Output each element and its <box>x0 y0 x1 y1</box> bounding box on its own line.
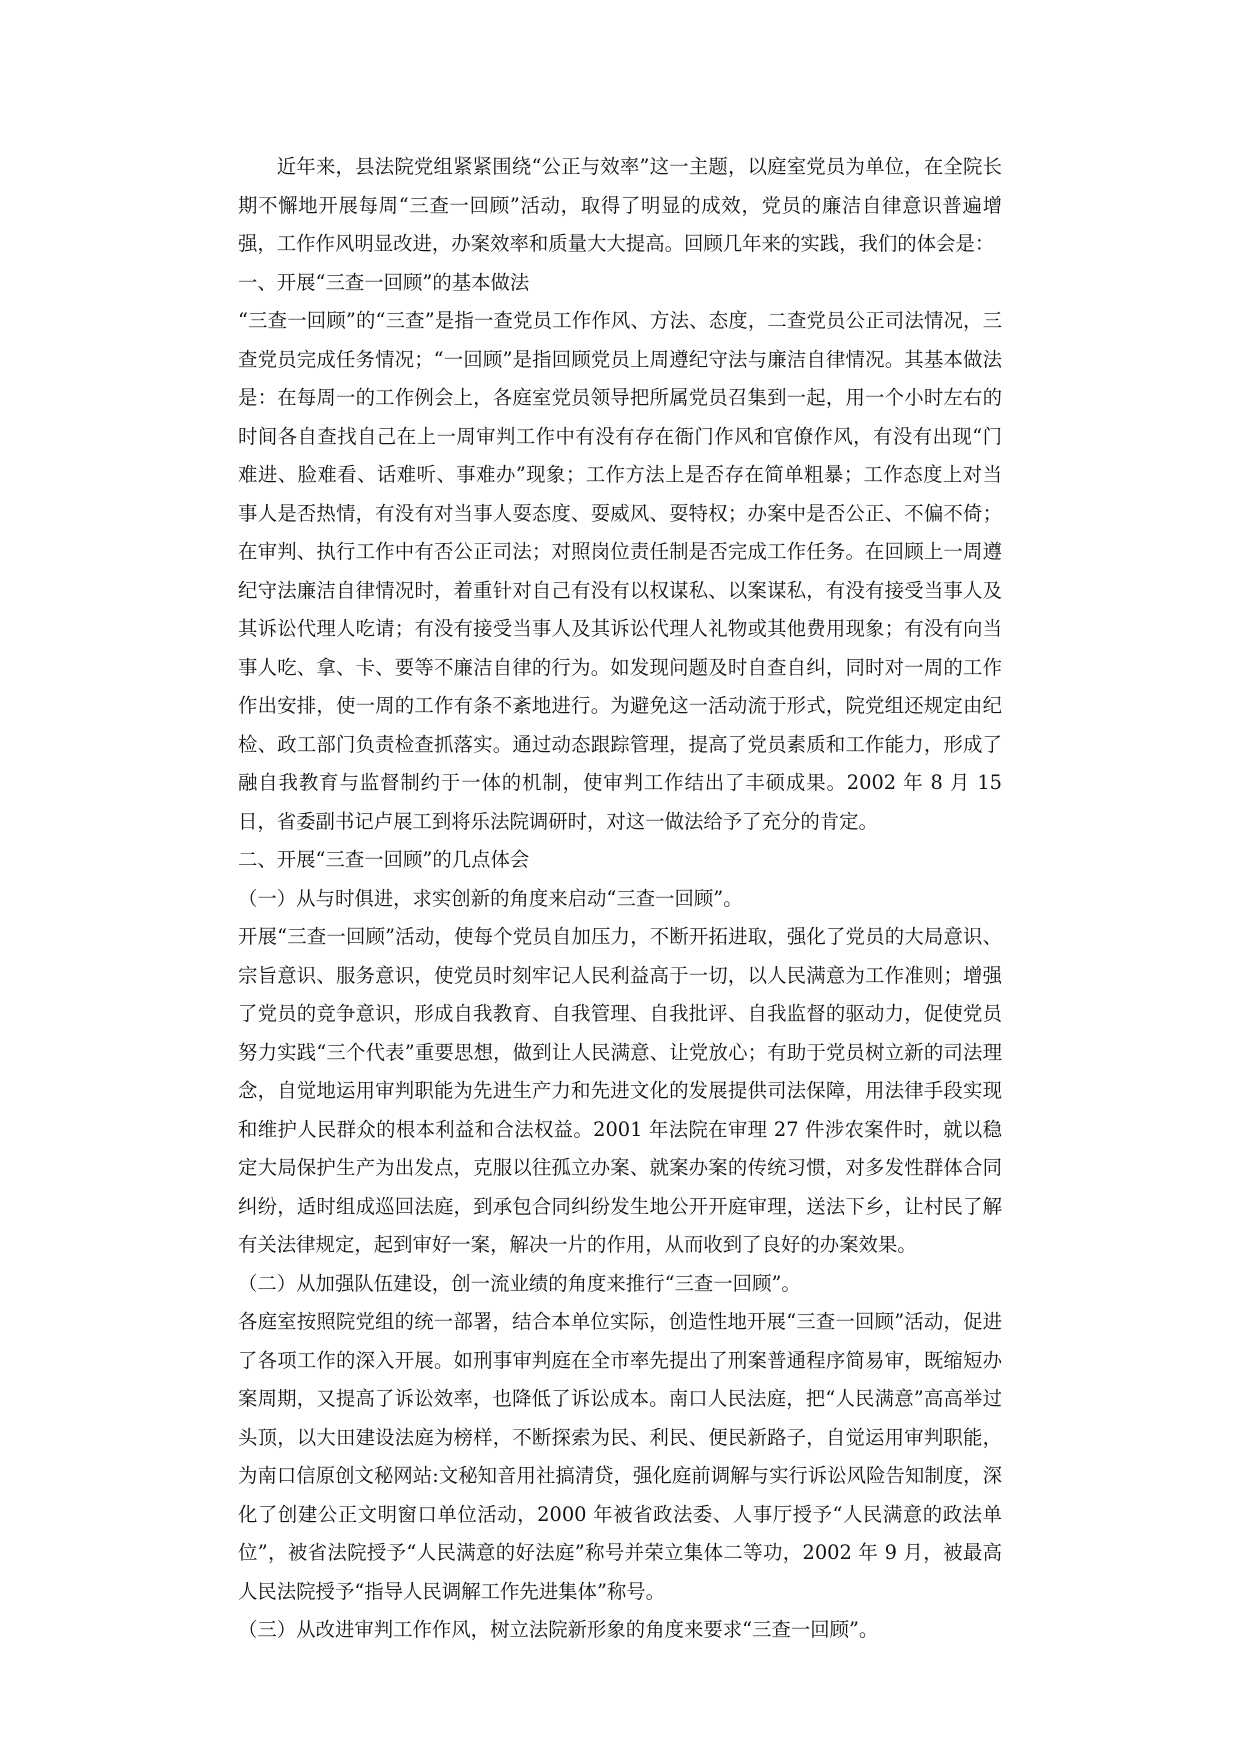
section-heading-2: 二、开展“三查一回顾”的几点体会 <box>238 848 530 871</box>
subheading-3: （三）从改进审判工作作风，树立法院新形象的角度来要求“三查一回顾”。 <box>238 1618 879 1641</box>
intro-paragraph: 近年来，县法院党组紧紧围绕“公正与效率”这一主题，以庭室党员为单位，在全院长期不懈地开展每周“三查一回顾”活动，取得了明显的成效，党员的廉洁自律意识普遍增强，工作作风明显改进，办案效率和质量大大提高。回顾几年来的实践，我们的体会是： <box>238 155 1002 255</box>
document-body <box>238 148 1002 1650</box>
body-paragraph-method: “三查一回顾”的“三查”是指一查党员工作作风、方法、态度，二查党员公正司法情况，三查党员完成任务情况；“一回顾”是指回顾党员上周遵纪守法与廉洁自律情况。其基本做法是：在每周一的工作例会上，各庭室党员领导把所属党员召集到一起，用一个小时左右的时间各自查找自己在上一周审判工作中有没有存在衙门作风和官僚作风，有没有出现“门难进、脸难看、话难听、事难办”现象；工作方法上是否存在简单粗暴；工作态度上对当事人是否热情，有没有对当事人耍态度、耍威风、耍特权；办案中是否公正、不偏不倚；在审判、执行工作中有否公正司法；对照岗位责任制是否完成工作任务。在回顾上一周遵纪守法廉洁自律情况时，着重针对自己有没有以权谋私、以案谋私，有没有接受当事人及其诉讼代理人吃请；有没有接受当事人及其诉讼代理人礼物或其他费用现象；有没有向当事人吃、拿、卡、要等不廉洁自律的行为。如发现问题及时自查自纠，同时对一周的工作作出安排，使一周的工作有条不紊地进行。为避免这一活动流于形式，院党组还规定由纪检、政工部门负责检查抓落实。通过动态跟踪管理，提高了党员素质和工作能力，形成了融自我教育与监督制约于一体的机制，使审判工作结出了丰硕成果。2002 年 8 月 15 日，省委副书记卢展工到将乐法院调研时，对这一做法给予了充分的肯定。 <box>238 309 1002 833</box>
section-heading-1: 一、开展“三查一回顾”的基本做法 <box>238 270 530 294</box>
body-paragraph-innovation: 开展“三查一回顾”活动，使每个党员自加压力，不断开拓进取，强化了党员的大局意识、宗旨意识、服务意识，使党员时刻牢记人民利益高于一切，以人民满意为工作准则；增强了党员的竞争意识，形成自我教育、自我管理、自我批评、自我监督的驱动力，促使党员努力实践“三个代表”重要思想，做到让人民满意、让党放心；有助于党员树立新的司法理念，自觉地运用审判职能为先进生产力和先进文化的发展提供司法保障，用法律手段实现和维护人民群众的根本利益和合法权益。2001 年法院在审理 27 件涉农案件时，就以稳定大局保护生产为出发点，克服以往孤立办案、就案办案的传统习惯，对多发性群体合同纠纷，适时组成巡回法庭，到承包合同纠纷发生地公开开庭审理，送法下乡，让村民了解有关法律规定，起到审好一案，解决一片的作用，从而收到了良好的办案效果。 <box>238 925 1002 1256</box>
body-paragraph-team: 各庭室按照院党组的统一部署，结合本单位实际，创造性地开展“三查一回顾”活动，促进了各项工作的深入开展。如刑事审判庭在全市率先提出了刑案普通程序简易审，既缩短办案周期，又提高了诉讼效率，也降低了诉讼成本。南口人民法庭，把“人民满意”高高举过头顶，以大田建设法庭为榜样，不断探索为民、利民、便民新路子，自觉运用审判职能，为南口信原创文秘网站:文秘知音用社搞清贷，强化庭前调解与实行诉讼风险告知制度，深化了创建公正文明窗口单位活动，2000 年被省政法委、人事厅授予“人民满意的政法单位”，被省法院授予“人民满意的好法庭”称号并荣立集体二等功，2002 年 9 月，被最高人民法院授予“指导人民调解工作先进集体”称号。 <box>238 1310 1002 1603</box>
subheading-2: （二）从加强队伍建设，创一流业绩的角度来推行“三查一回顾”。 <box>238 1271 801 1295</box>
subheading-1: （一）从与时俱进，求实创新的角度来启动“三查一回顾”。 <box>238 886 743 910</box>
